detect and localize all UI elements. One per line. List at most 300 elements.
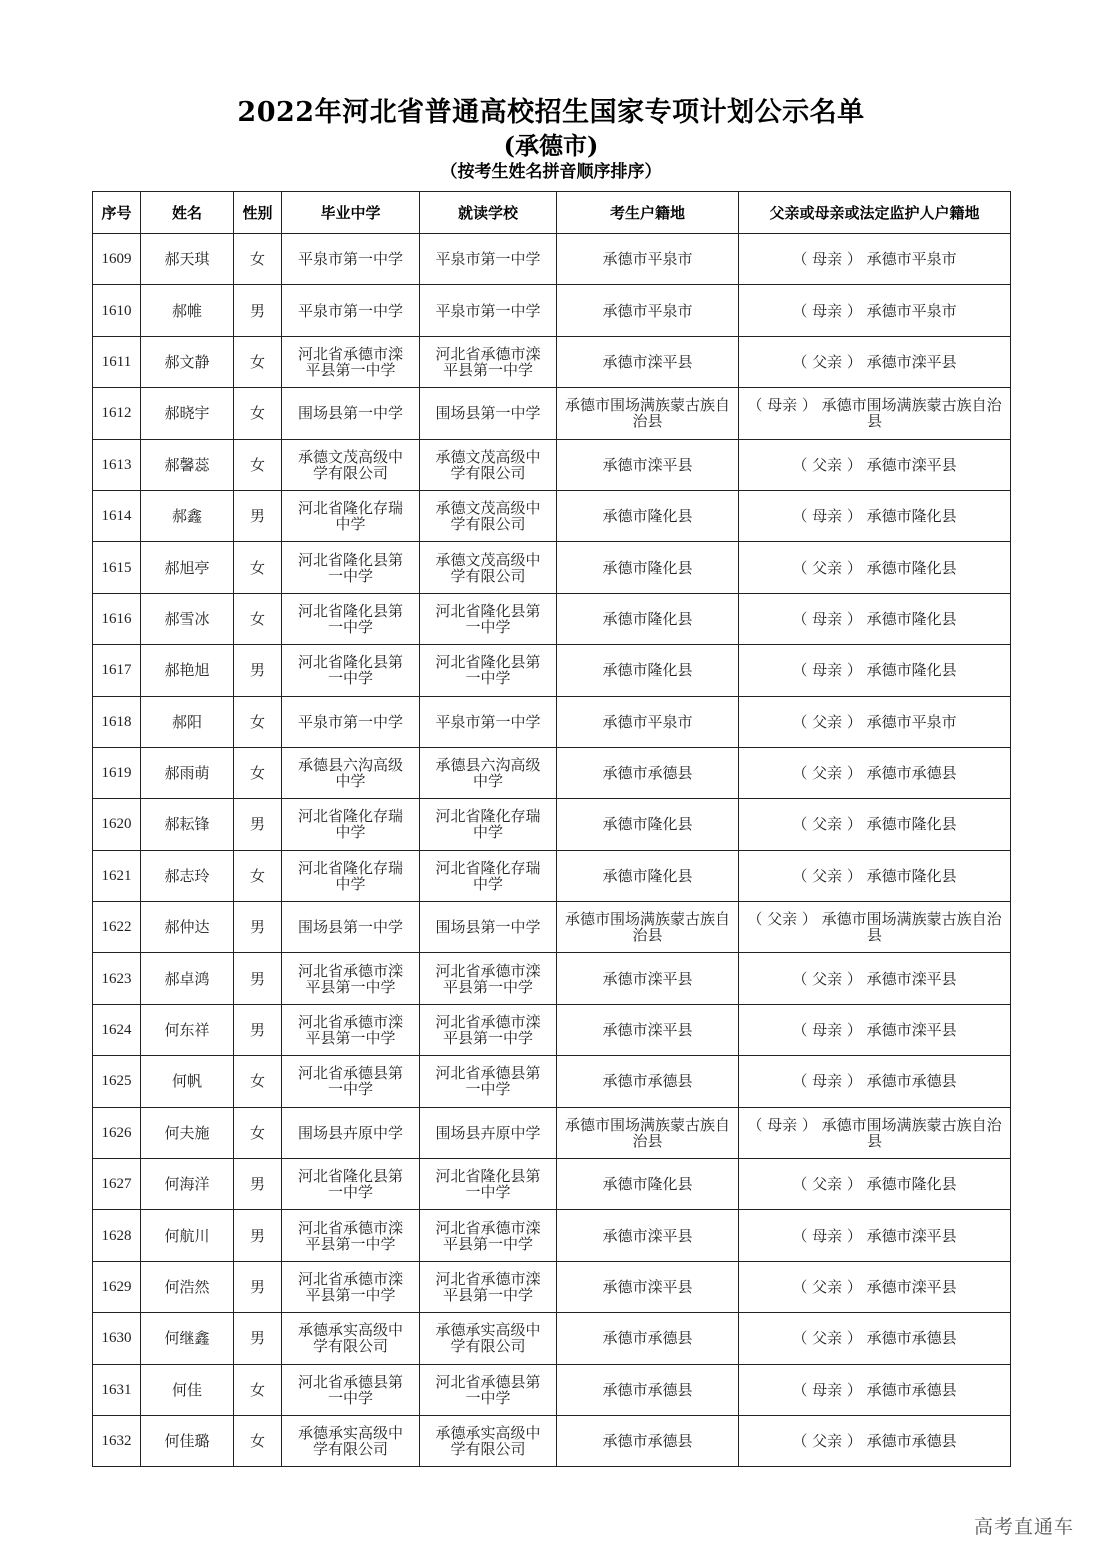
table-row [93,850,1011,901]
cell-text: （ 母亲 ） 承德市滦平县 [792,1021,957,1040]
cell-text: 郝耘锋 [164,815,210,834]
cell-text: 河北省隆化存瑞中学 [297,499,403,534]
cell-text: 河北省隆化县第一中学 [297,1167,403,1202]
cell-seq [93,953,141,1004]
cell-student-domicile [557,1056,739,1107]
cell-text: 承德市隆化县 [602,1175,693,1194]
cell-text: 1618 [101,713,132,730]
document-title: 2022年河北省普通高校招生国家专项计划公示名单 [237,97,865,128]
cell-text: 1622 [101,919,132,936]
cell-grad-school [282,1313,420,1364]
cell-name [141,336,234,387]
cell-text: （ 父亲 ） 承德市承德县 [792,764,957,783]
watermark-text: 高考直通车 [973,1516,1074,1538]
cell-gender [234,1004,282,1055]
cell-seq [93,388,141,439]
cell-text: 男 [249,1021,265,1040]
cell-text: 承德市平泉市 [602,712,693,731]
cell-seq [93,747,141,798]
cell-parent-domicile [739,902,1011,953]
cell-text: 女 [249,455,265,474]
cell-text: （ 父亲 ） 承德市滦平县 [792,352,957,371]
cell-text: 何航川 [164,1226,210,1245]
cell-text: 郝文静 [164,352,210,371]
cell-text: （ 母亲 ） 承德市平泉市 [792,250,957,269]
cell-text: 承德市隆化县 [602,507,693,526]
cell-grad-school [282,1210,420,1261]
cell-text: 1620 [101,816,132,833]
cell-gender [234,490,282,541]
cell-current-school [420,234,557,285]
cell-seq [93,1107,141,1158]
cell-text: 河北省承德县第一中学 [297,1064,403,1099]
cell-current-school [420,1364,557,1415]
cell-text: 1619 [101,765,132,782]
sort-note: （按考生姓名拼音顺序排序） [440,162,662,182]
cell-parent-domicile [739,1004,1011,1055]
cell-grad-school [282,490,420,541]
cell-text: 何夫施 [164,1123,210,1142]
cell-seq [93,285,141,336]
table-row [93,336,1011,387]
cell-parent-domicile [739,1210,1011,1261]
cell-text: （ 父亲 ） 承德市承德县 [792,1329,957,1348]
cell-current-school [420,490,557,541]
cell-name [141,1261,234,1312]
cell-text: （ 父亲 ） 承德市滦平县 [792,969,957,988]
cell-name [141,439,234,490]
cell-current-school [420,1056,557,1107]
cell-text: 承德市承德县 [602,1380,693,1399]
cell-seq [93,1415,141,1466]
cell-student-domicile [557,593,739,644]
cell-text: 承德县六沟高级中学 [297,756,403,791]
cell-seq [93,799,141,850]
cell-seq [93,490,141,541]
cell-text: 男 [249,1175,265,1194]
cell-grad-school [282,902,420,953]
cell-text: 承德市隆化县 [602,815,693,834]
cell-text: 河北省承德县第一中学 [297,1372,403,1407]
cell-seq [93,1210,141,1261]
cell-grad-school [282,593,420,644]
cell-text: 1623 [101,970,132,987]
cell-gender [234,1415,282,1466]
cell-text: 承德承实高级中学有限公司 [435,1321,541,1356]
table-row [93,696,1011,747]
cell-student-domicile [557,542,739,593]
cell-text: 女 [249,712,265,731]
cell-text: 承德市平泉市 [602,301,693,320]
cell-text: 1624 [101,1022,132,1039]
cell-text: 1627 [101,1176,132,1193]
cell-text: 男 [249,661,265,680]
cell-text: 河北省承德市滦平县第一中学 [297,344,403,379]
cell-text: 何继鑫 [164,1329,210,1348]
col-header-gender: 性别 [234,192,282,234]
cell-gender [234,953,282,1004]
cell-text: 围场县第一中学 [435,918,541,937]
cell-grad-school [282,850,420,901]
cell-text: 女 [249,1072,265,1091]
cell-grad-school [282,1364,420,1415]
cell-text: 男 [249,815,265,834]
cell-seq [93,1004,141,1055]
cell-text: 河北省承德市滦平县第一中学 [297,1218,403,1253]
cell-grad-school [282,1056,420,1107]
cell-text: 承德市平泉市 [602,250,693,269]
cell-text: （ 父亲 ） 承德市隆化县 [792,815,957,834]
cell-student-domicile [557,388,739,439]
cell-grad-school [282,645,420,696]
cell-text: 郝馨蕊 [164,455,210,474]
table-row [93,1004,1011,1055]
cell-name [141,645,234,696]
cell-text: 河北省承德市滦平县第一中学 [435,344,541,379]
cell-text: （ 母亲 ） 承德市隆化县 [792,661,957,680]
cell-grad-school [282,799,420,850]
cell-current-school [420,799,557,850]
header-row [93,192,1011,234]
cell-parent-domicile [739,490,1011,541]
cell-parent-domicile [739,285,1011,336]
cell-student-domicile [557,1107,739,1158]
cell-text: 平泉市第一中学 [297,250,403,269]
cell-text: 男 [249,301,265,320]
cell-student-domicile [557,439,739,490]
cell-text: 郝旭亭 [164,558,210,577]
cell-grad-school [282,388,420,439]
cell-gender [234,747,282,798]
cell-student-domicile [557,490,739,541]
cell-current-school [420,953,557,1004]
cell-text: 郝阳 [171,712,202,731]
cell-name [141,234,234,285]
cell-text: 平泉市第一中学 [297,301,403,320]
cell-text: 承德市围场满族蒙古族自治县 [564,910,730,945]
cell-seq [93,542,141,593]
cell-text: （ 母亲 ） 承德市滦平县 [792,1226,957,1245]
cell-name [141,1056,234,1107]
cell-text: 平泉市第一中学 [435,250,541,269]
cell-text: 1615 [101,559,132,576]
cell-text: 1630 [101,1330,132,1347]
cell-student-domicile [557,336,739,387]
table-row [93,285,1011,336]
cell-text: 男 [249,1226,265,1245]
cell-seq [93,1159,141,1210]
col-header-seq: 序号 [93,192,141,234]
cell-text: 1625 [101,1073,132,1090]
cell-text: 河北省隆化存瑞中学 [435,858,541,893]
cell-name [141,542,234,593]
cell-student-domicile [557,1415,739,1466]
cell-text: 1609 [101,251,132,268]
cell-parent-domicile [739,542,1011,593]
cell-text: 河北省隆化存瑞中学 [297,858,403,893]
cell-seq [93,1056,141,1107]
cell-text: 女 [249,352,265,371]
cell-name [141,490,234,541]
cell-parent-domicile [739,747,1011,798]
cell-text: 河北省承德县第一中学 [435,1064,541,1099]
cell-text: 承德文茂高级中学有限公司 [435,499,541,534]
cell-parent-domicile [739,1415,1011,1466]
cell-current-school [420,645,557,696]
cell-current-school [420,285,557,336]
cell-grad-school [282,1004,420,1055]
cell-name [141,1107,234,1158]
cell-text: 承德市隆化县 [602,609,693,628]
cell-student-domicile [557,747,739,798]
cell-text: 郝艳旭 [164,661,210,680]
cell-text: 承德市滦平县 [602,1021,693,1040]
cell-gender [234,1210,282,1261]
cell-text: 平泉市第一中学 [435,301,541,320]
cell-gender [234,388,282,439]
table-row [93,1261,1011,1312]
cell-text: 女 [249,609,265,628]
cell-grad-school [282,1261,420,1312]
cell-student-domicile [557,285,739,336]
cell-text: 男 [249,918,265,937]
cell-text: 承德市承德县 [602,1432,693,1451]
cell-text: 郝天琪 [164,250,210,269]
cell-text: 1610 [101,302,132,319]
cell-text: 女 [249,1123,265,1142]
cell-text: 男 [249,507,265,526]
cell-name [141,593,234,644]
cell-current-school [420,1261,557,1312]
cell-text: 河北省隆化县第一中学 [297,601,403,636]
cell-grad-school [282,439,420,490]
cell-text: 围场县卉原中学 [435,1123,541,1142]
cell-current-school [420,439,557,490]
col-header-name: 姓名 [141,192,234,234]
cell-current-school [420,388,557,439]
cell-text: 1629 [101,1279,132,1295]
cell-text: 承德县六沟高级中学 [435,756,541,791]
cell-text: （ 父亲 ） 承德市隆化县 [792,1175,957,1194]
table-row [93,1159,1011,1210]
cell-text: 围场县第一中学 [435,404,541,423]
table-row [93,1415,1011,1466]
cell-parent-domicile [739,953,1011,1004]
cell-seq [93,1313,141,1364]
cell-name [141,799,234,850]
cell-text: 男 [249,969,265,988]
cell-text: 1616 [101,610,132,627]
cell-gender [234,902,282,953]
cell-text: 承德市隆化县 [602,661,693,680]
cell-text: 何浩然 [164,1278,210,1296]
table-row [93,1210,1011,1261]
cell-text: 河北省承德市滦平县第一中学 [297,1270,403,1304]
cell-text: 承德市滦平县 [602,1226,693,1245]
cell-seq [93,1261,141,1312]
cell-text: 女 [249,1432,265,1451]
cell-text: 1613 [101,456,132,473]
cell-gender [234,234,282,285]
cell-text: 女 [249,764,265,783]
cell-student-domicile [557,1261,739,1312]
cell-text: 1611 [101,353,132,370]
col-header-grad-school: 毕业中学 [282,192,420,234]
cell-gender [234,1107,282,1158]
cell-gender [234,799,282,850]
cell-parent-domicile [739,799,1011,850]
table-row [93,1107,1011,1158]
cell-text: 承德市隆化县 [602,558,693,577]
cell-parent-domicile [739,593,1011,644]
col-header-student-domicile: 考生户籍地 [557,192,739,234]
cell-text: 女 [249,250,265,269]
cell-grad-school [282,234,420,285]
cell-text: 1621 [101,867,132,884]
cell-name [141,902,234,953]
cell-text: 河北省承德市滦平县第一中学 [435,1218,541,1253]
col-header-parent-domicile: 父亲或母亲或法定监护人户籍地 [739,192,1011,234]
table-row [93,902,1011,953]
cell-text: （ 母亲 ） 承德市隆化县 [792,609,957,628]
cell-current-school [420,336,557,387]
cell-text: 男 [249,1278,265,1296]
cell-text: 河北省承德县第一中学 [435,1372,541,1407]
cell-current-school [420,542,557,593]
cell-text: 承德承实高级中学有限公司 [435,1424,541,1459]
roster-table [92,191,1011,1467]
cell-seq [93,336,141,387]
cell-name [141,696,234,747]
cell-text: 河北省承德市滦平县第一中学 [297,1013,403,1048]
cell-current-school [420,1210,557,1261]
cell-parent-domicile [739,696,1011,747]
table-row [93,1313,1011,1364]
cell-name [141,1159,234,1210]
cell-text: 何东祥 [164,1021,210,1040]
cell-parent-domicile [739,1364,1011,1415]
cell-seq [93,696,141,747]
cell-current-school [420,850,557,901]
cell-text: 1614 [101,508,132,525]
cell-text: 郝仲达 [164,918,210,937]
cell-text: （ 母亲 ） 承德市围场满族蒙古族自治县 [747,396,1002,431]
cell-current-school [420,747,557,798]
cell-text: 郝卓鸿 [164,969,210,988]
cell-gender [234,336,282,387]
cell-text: 女 [249,404,265,423]
cell-text: 河北省承德市滦平县第一中学 [435,1270,541,1304]
cell-student-domicile [557,1159,739,1210]
cell-gender [234,542,282,593]
cell-seq [93,645,141,696]
cell-current-school [420,1313,557,1364]
cell-grad-school [282,336,420,387]
cell-gender [234,1159,282,1210]
cell-text: 郝鑫 [171,507,202,526]
cell-text: （ 母亲 ） 承德市承德县 [792,1072,957,1091]
cell-current-school [420,1107,557,1158]
cell-current-school [420,593,557,644]
cell-text: 1612 [101,405,132,422]
cell-text: 围场县第一中学 [297,918,403,937]
cell-text: （ 父亲 ） 承德市隆化县 [792,866,957,885]
cell-text: 承德市滦平县 [602,455,693,474]
cell-parent-domicile [739,1107,1011,1158]
cell-text: 男 [249,1329,265,1348]
cell-student-domicile [557,953,739,1004]
cell-text: 河北省隆化存瑞中学 [297,807,403,842]
cell-text: （ 父亲 ） 承德市平泉市 [792,712,957,731]
cell-student-domicile [557,1313,739,1364]
cell-text: （ 父亲 ） 承德市承德县 [792,1432,957,1451]
cell-text: 承德市承德县 [602,764,693,783]
cell-text: 承德市承德县 [602,1329,693,1348]
cell-name [141,1313,234,1364]
table-row [93,645,1011,696]
cell-text: 女 [249,558,265,577]
cell-name [141,1364,234,1415]
cell-gender [234,1261,282,1312]
cell-text: （ 父亲 ） 承德市围场满族蒙古族自治县 [747,910,1002,945]
cell-parent-domicile [739,388,1011,439]
cell-text: （ 母亲 ） 承德市承德县 [792,1380,957,1399]
cell-text: （ 母亲 ） 承德市围场满族蒙古族自治县 [747,1115,1002,1150]
cell-grad-school [282,696,420,747]
cell-name [141,285,234,336]
cell-parent-domicile [739,1159,1011,1210]
cell-text: （ 母亲 ） 承德市隆化县 [792,507,957,526]
cell-gender [234,1364,282,1415]
cell-text: （ 母亲 ） 承德市平泉市 [792,301,957,320]
cell-text: 郝雪冰 [164,609,210,628]
cell-current-school [420,696,557,747]
cell-gender [234,850,282,901]
cell-grad-school [282,1107,420,1158]
cell-gender [234,645,282,696]
cell-student-domicile [557,234,739,285]
cell-text: 1626 [101,1124,132,1141]
cell-text: 承德承实高级中学有限公司 [297,1424,403,1459]
document-subtitle: (承德市) [503,131,599,160]
cell-grad-school [282,953,420,1004]
cell-current-school [420,1415,557,1466]
cell-seq [93,850,141,901]
cell-current-school [420,902,557,953]
cell-text: 承德市滦平县 [602,1278,693,1296]
cell-gender [234,285,282,336]
cell-parent-domicile [739,850,1011,901]
cell-student-domicile [557,1364,739,1415]
cell-text: 女 [249,866,265,885]
cell-parent-domicile [739,645,1011,696]
cell-text: 1628 [101,1227,132,1244]
cell-text: 承德市滦平县 [602,969,693,988]
cell-student-domicile [557,1004,739,1055]
cell-name [141,850,234,901]
table-row [93,1364,1011,1415]
cell-text: 何佳 [171,1380,202,1399]
cell-grad-school [282,747,420,798]
cell-parent-domicile [739,1313,1011,1364]
cell-text: 郝志玲 [164,866,210,885]
cell-text: 河北省承德市滦平县第一中学 [435,961,541,996]
cell-seq [93,593,141,644]
cell-text: 女 [249,1380,265,1399]
table-row [93,799,1011,850]
cell-gender [234,439,282,490]
cell-text: 平泉市第一中学 [435,712,541,731]
